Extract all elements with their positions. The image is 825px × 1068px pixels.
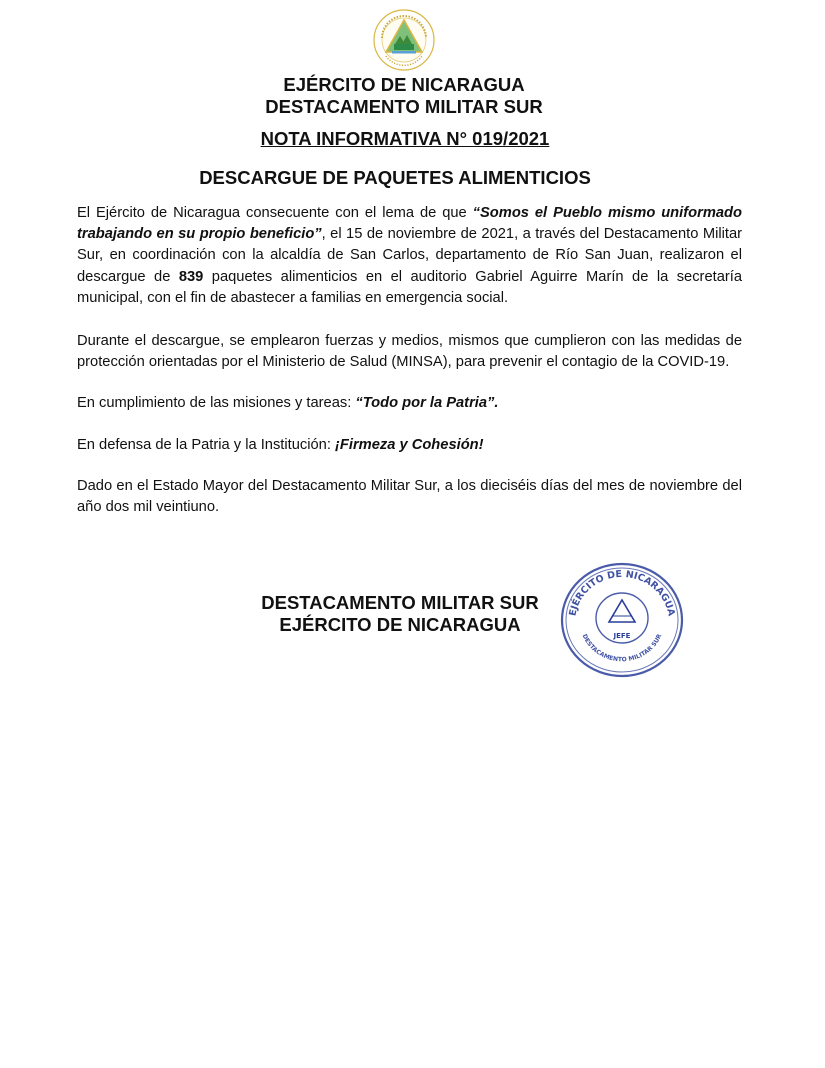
paragraph-4-motto: ¡Firmeza y Cohesión! xyxy=(335,436,484,453)
paragraph-1-motto: “Somos el Pueblo mismo uniformado trabajando en su propio beneficio” xyxy=(77,205,742,243)
paragraph-4 xyxy=(77,435,742,456)
paragraph-5-text: Dado en el Estado Mayor del Destacamento Militar Sur, a los dieciséis días del mes de noviembre del año dos mil veintiuno. xyxy=(77,477,742,516)
paragraph-2-text: Durante el descargue, se emplearon fuerzas y medios, mismos que cumplieron con las medidas de protección orientadas por el Ministerio de Salud (MINSA), para prevenir el contagio de la COVID-19. xyxy=(77,333,742,371)
nicaragua-coat-of-arms-icon xyxy=(372,8,436,72)
paragraph-3 xyxy=(77,393,742,414)
official-seal-icon xyxy=(557,558,687,680)
stamp-bottom-text: DESTACAMENTO MILITAR SUR xyxy=(580,633,664,664)
header-line-detachment: DESTACAMENTO MILITAR SUR xyxy=(265,96,543,117)
stamp-outer-text: EJÉRCITO DE NICARAGUA xyxy=(567,568,677,618)
paragraph-1-text-b: , el 15 de noviembre de 2021, a través del Destacamento Militar Sur, en coordinación con la alcaldía de San Carlos, departamento de Río San Juan, realizaron el descargue de xyxy=(77,226,742,285)
paragraph-4-text: En defensa de la Patria y la Institución: xyxy=(77,436,335,453)
paragraph-3-motto: “Todo por la Patria”. xyxy=(355,395,499,412)
nota-informativa-title: NOTA INFORMATIVA N° 019/2021 xyxy=(260,128,550,149)
signature-block xyxy=(250,592,550,636)
paragraph-1-text-a: El Ejército de Nicaragua consecuente con el lema de que xyxy=(77,205,473,221)
signature-line-army: EJÉRCITO DE NICARAGUA xyxy=(279,614,521,635)
paragraph-2 xyxy=(77,331,742,373)
document-header xyxy=(0,74,808,118)
paragraph-1 xyxy=(77,203,742,309)
stamp-inner-text: JEFE xyxy=(613,632,631,640)
signature-line-detachment: DESTACAMENTO MILITAR SUR xyxy=(261,592,539,613)
subject-heading: DESCARGUE DE PAQUETES ALIMENTICIOS xyxy=(199,167,591,188)
paragraph-1-text-c: paquetes alimenticios en el auditorio Gabriel Aguirre Marín de la secretaría municipal, con el fin de abastecer a familias en emergencia social. xyxy=(77,268,742,306)
document-body xyxy=(77,203,742,538)
paragraph-1-count: 839 xyxy=(178,268,204,285)
paragraph-5 xyxy=(77,476,742,518)
paragraph-3-text: En cumplimiento de las misiones y tareas: xyxy=(77,395,356,412)
header-line-army: EJÉRCITO DE NICARAGUA xyxy=(283,74,525,95)
